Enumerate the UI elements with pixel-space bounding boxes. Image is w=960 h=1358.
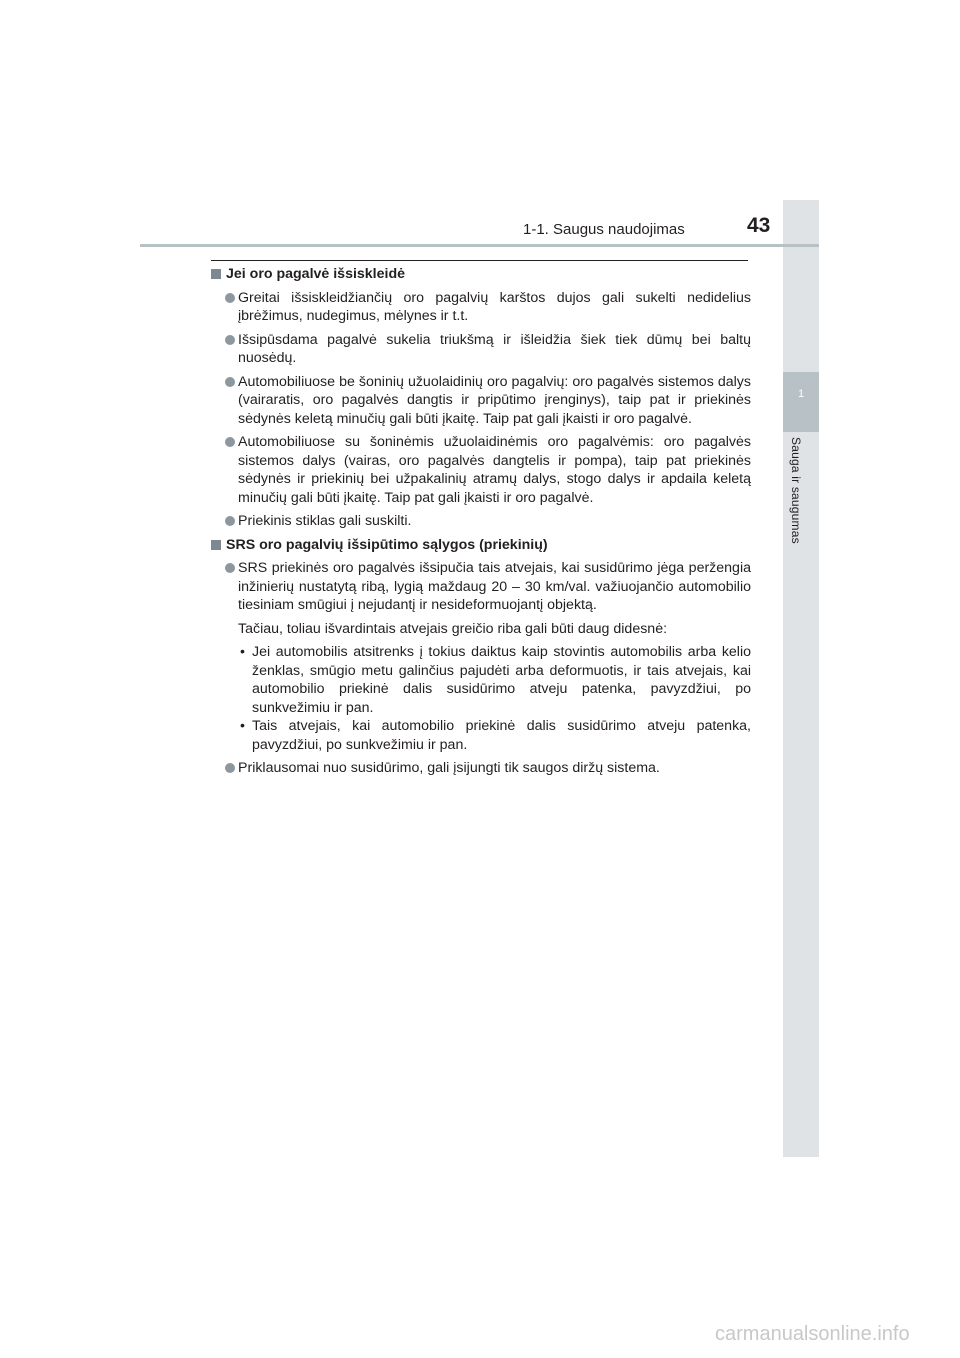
page-number: 43 — [747, 214, 771, 237]
list-item: Priekinis stiklas gali suskilti. — [211, 512, 751, 531]
circle-bullet-icon — [225, 377, 235, 387]
sub-list-item: • Tais atvejais, kai automobilio priekinė dalis susidūrimo atveju patenka, pavyzdžiui, po sunkvežimiu ir pan. — [240, 718, 751, 753]
header-rule — [140, 244, 819, 247]
list-item: Automobiliuose su šoninėmis užuolaidinėmis oro pagalvėmis: oro pagalvės sistemos dalys (vairas, oro pagalvės dangtelis ir pompa), taip pat priekinės sėdynės ir priekinių bei užpakalinių atramų dalys, stogo dalys ir apdaila keletą minučių gali būti įkaitę. Taip pat gali įkaisti ir oro pagalvė. — [211, 433, 751, 507]
section-heading: Jei oro pagalvė išsiskleidė — [211, 265, 751, 284]
list-item: Priklausomai nuo susidūrimo, gali įsijungti tik saugos diržų sistema. — [211, 759, 751, 778]
section-title: 1-1. Saugus naudojimas — [523, 221, 685, 238]
chapter-number: 1 — [797, 388, 805, 400]
list-item: SRS priekinės oro pagalvės išsipučia tais atvejais, kai susidūrimo jėga peržengia inžinierių nustatytą ribą, lygią maždaug 20 – 30 km/val. važiuojančio automobilio tiesiniam smūgiui į nejudantį ir nesideformuojantį objektą. — [211, 559, 751, 615]
chapter-side-tab — [783, 200, 819, 1157]
chapter-title: Sauga ir saugumas — [789, 437, 803, 544]
list-item: Išsipūsdama pagalvė sukelia triukšmą ir išleidžia šiek tiek dūmų bei baltų nuosėdų. — [211, 331, 751, 368]
circle-bullet-icon — [225, 563, 235, 573]
section-heading: SRS oro pagalvių išsipūtimo sąlygos (priekinių) — [211, 536, 751, 555]
circle-bullet-icon — [225, 763, 235, 773]
circle-bullet-icon — [225, 293, 235, 303]
square-bullet-icon — [211, 540, 221, 550]
dot-bullet-icon: • — [240, 644, 245, 660]
note-paragraph: Tačiau, toliau išvardintais atvejais greičio riba gali būti daug didesnė: — [238, 620, 668, 637]
circle-bullet-icon — [225, 516, 235, 526]
chapter-number-tab — [783, 372, 819, 432]
watermark-text: carmanualsonline.info — [715, 1323, 910, 1345]
list-item: Automobiliuose be šoninių užuolaidinių oro pagalvių: oro pagalvės sistemos dalys (vairaratis, oro pagalvės dangtis ir pripūtimo įrenginys), taip pat ir priekinės sėdynės keletą minučių gali būti įkaitę. Taip pat gali įkaisti ir oro pagalvė. — [211, 373, 751, 429]
dot-bullet-icon: • — [240, 718, 245, 734]
content-top-rule — [211, 260, 748, 261]
square-bullet-icon — [211, 269, 221, 279]
circle-bullet-icon — [225, 437, 235, 447]
sub-list-item: • Jei automobilis atsitrenks į tokius daiktus kaip stovintis automobilis arba kelio ženklas, smūgio metu galinčius pajudėti arba deformuotis, ir tais atvejais, kai automobilio priekinė dalis susidūrimo atveju patenka, pavyzdžiui, po sunkvežimiu ir pan. — [240, 644, 751, 716]
page-content — [211, 265, 751, 783]
list-item: Greitai išsiskleidžiančių oro pagalvių karštos dujos gali sukelti nedidelius įbrėžimus, nudegimus, mėlynes ir t.t. — [211, 289, 751, 326]
circle-bullet-icon — [225, 335, 235, 345]
